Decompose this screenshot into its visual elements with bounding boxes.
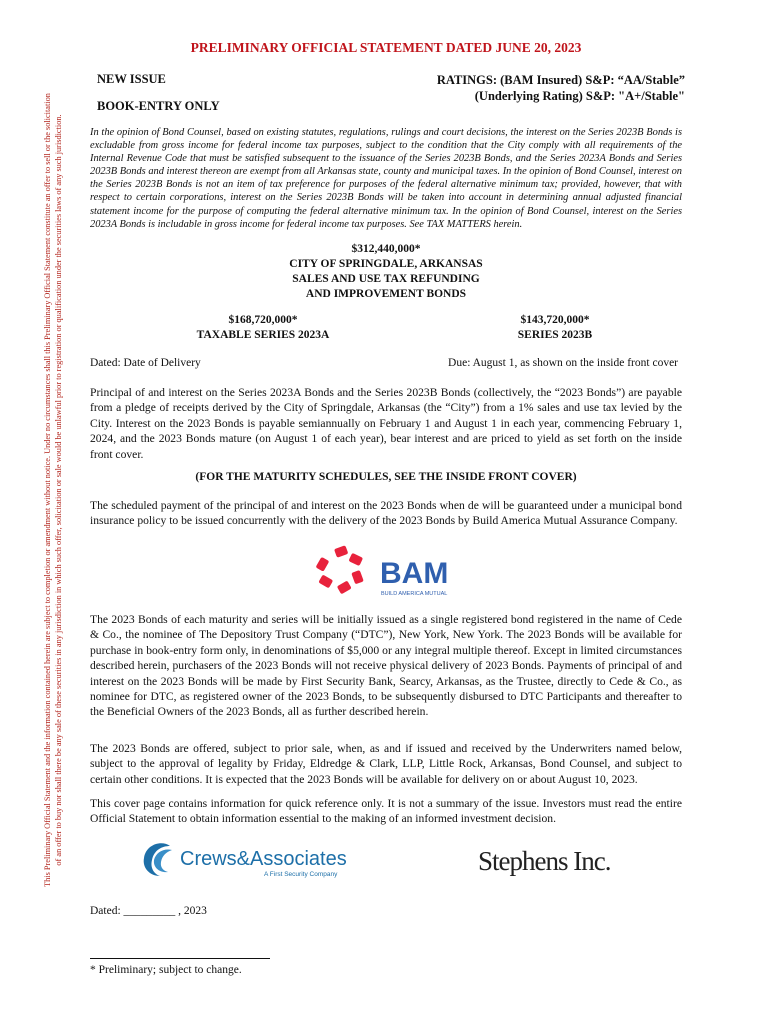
- crews-mark-icon: [140, 838, 350, 882]
- crews-logo-subtext: A First Security Company: [264, 871, 338, 878]
- ratings-block: [437, 72, 685, 104]
- dated-line: Dated: _________ , 2023: [90, 905, 207, 917]
- disclaimer-line-2: of an offer to buy nor shall there be any sale of these securities in any jurisdiction in which such offer, solicitation or sale would be unlawful prior to registration or qualification under the securities laws of any such jurisdiction.: [54, 114, 63, 866]
- dtc-paragraph: The 2023 Bonds of each maturity and series will be initially issued as a single registered bond registered in the name of Cede & Co., the nominee of The Depository Trust Company (“DTC”), New York, New York. The 2023 Bonds will be available for purchase in book-entry form only, in denominations of $5,000 or any integral multiple thereof. Except in limited circumstances described herein, purchasers of the 2023 Bonds will not receive physical delivery of 2023 Bonds. Payments of principal of and interest on the 2023 Bonds will be made by First Security Bank, Searcy, Arkansas, as the Trustee, directly to Cede & Co., as nominee for DTC, as registered owner of the 2023 Bonds, to be subsequently disbursed to DTC Participants and thereafter to the Beneficial Owners of the 2023 Bonds, all as further described herein.: [90, 613, 682, 719]
- cover-paragraph: This cover page contains information for quick reference only. It is not a summary of the issue. Investors must read the entire Official Statement to obtain information essential to the making of an informed investment decision.: [90, 797, 682, 826]
- issue-heading: [90, 242, 682, 302]
- maturity-note: (FOR THE MATURITY SCHEDULES, SEE THE INSIDE FRONT COVER): [195, 471, 577, 483]
- bam-logo-subtext: BUILD AMERICA MUTUAL: [381, 591, 448, 597]
- bond-counsel-opinion: In the opinion of Bond Counsel, based on existing statutes, regulations, rulings and court decisions, the interest on the Series 2023B Bonds is excludable from gross income for federal income tax purposes, subject to the condition that the City comply with all requirements of the Internal Revenue Code that must be satisfied subsequent to the issuance of the Series 2023B Bonds, and the Series 2023A Bonds and Series 2023B Bonds and interest thereon are exempt from all Arkansas state, county and municipal taxes. In the opinion of Bond Counsel, interest on the Series 2023B Bonds is not an item of tax preference for purposes of the federal alternative minimum tax; provided, however, that with respect to certain corporations, interest on the Series 2023B Bonds will be taken into account in determining annual adjusted financial statement income for the purpose of computing the federal alternative minimum tax. In the opinion of Bond Counsel, interest on the Series 2023A Bonds is includable in gross income for federal income tax purposes. See TAX MATTERS herein.: [90, 127, 682, 230]
- issue-line-3: AND IMPROVEMENT BONDS: [305, 288, 467, 300]
- due-date: Due: August 1, as shown on the inside front cover: [448, 357, 678, 369]
- stephens-logo: Stephens Inc.: [478, 846, 611, 876]
- series-a-name: TAXABLE SERIES 2023A: [196, 329, 330, 341]
- series-b-block: [490, 313, 620, 343]
- footnote-divider: [90, 958, 270, 959]
- new-issue-label: NEW ISSUE: [97, 72, 166, 86]
- book-entry-label: BOOK-ENTRY ONLY: [97, 99, 220, 113]
- crews-associates-logo: [140, 838, 350, 882]
- crews-logo-text: Crews&Associates: [180, 848, 347, 870]
- series-b-name: SERIES 2023B: [517, 329, 593, 341]
- issue-line-1: CITY OF SPRINGDALE, ARKANSAS: [289, 258, 483, 270]
- bam-logo-text: BAM: [380, 557, 449, 590]
- offered-paragraph: The 2023 Bonds are offered, subject to prior sale, when, as and if issued and received by the Underwriters named below, subject to the approval of legality by Friday, Eldredge & Clark, LLP, Little Rock, Arkansas, Bond Counsel, and subject to certain other conditions. It is expected that the 2023 Bonds will be available for delivery on or about August 10, 2023.: [90, 742, 682, 786]
- principal-paragraph: Principal of and interest on the Series 2023A Bonds and the Series 2023B Bonds (collectively, the “2023 Bonds”) are payable from a pledge of receipts derived by the City of Springdale, Arkansas (the “City”) from a 1% sales and use tax levied by the City. Interest on the 2023 Bonds is payable semiannually on February 1 and August 1 in each year, commencing February 1, 2024, and the 2023 Bonds mature (on August 1 of each year), bear interest and are priced to yield as set forth on the inside front cover.: [90, 386, 682, 461]
- series-a-block: [178, 313, 348, 343]
- bam-logo: [308, 545, 478, 601]
- series-b-amount: $143,720,000*: [520, 314, 590, 326]
- sidebar-disclaimer: [30, 20, 76, 960]
- issue-line-2: SALES AND USE TAX REFUNDING: [292, 273, 480, 285]
- ratings-line-2: (Underlying Rating) S&P: "A+/Stable": [474, 89, 685, 103]
- document-title: PRELIMINARY OFFICIAL STATEMENT DATED JUNE 20, 2023: [190, 40, 582, 55]
- issue-amount: $312,440,000*: [351, 243, 421, 255]
- bam-mark-icon: [308, 545, 478, 601]
- insurance-paragraph: The scheduled payment of the principal of and interest on the 2023 Bonds when de will be guaranteed under a municipal bond insurance policy to be issued concurrently with the delivery of the 2023 Bonds by Build America Mutual Assurance Company.: [90, 499, 682, 528]
- ratings-line-1: RATINGS: (BAM Insured) S&P: “AA/Stable”: [436, 73, 685, 87]
- series-a-amount: $168,720,000*: [228, 314, 298, 326]
- disclaimer-line-1: This Preliminary Official Statement and the information contained herein are subject to completion or amendment without notice. Under no circumstances shall this Preliminary Official Statement constitute an offer to sell or the solicitation: [43, 93, 52, 887]
- dated-delivery: Dated: Date of Delivery: [90, 357, 201, 369]
- footnote: * Preliminary; subject to change.: [90, 964, 242, 976]
